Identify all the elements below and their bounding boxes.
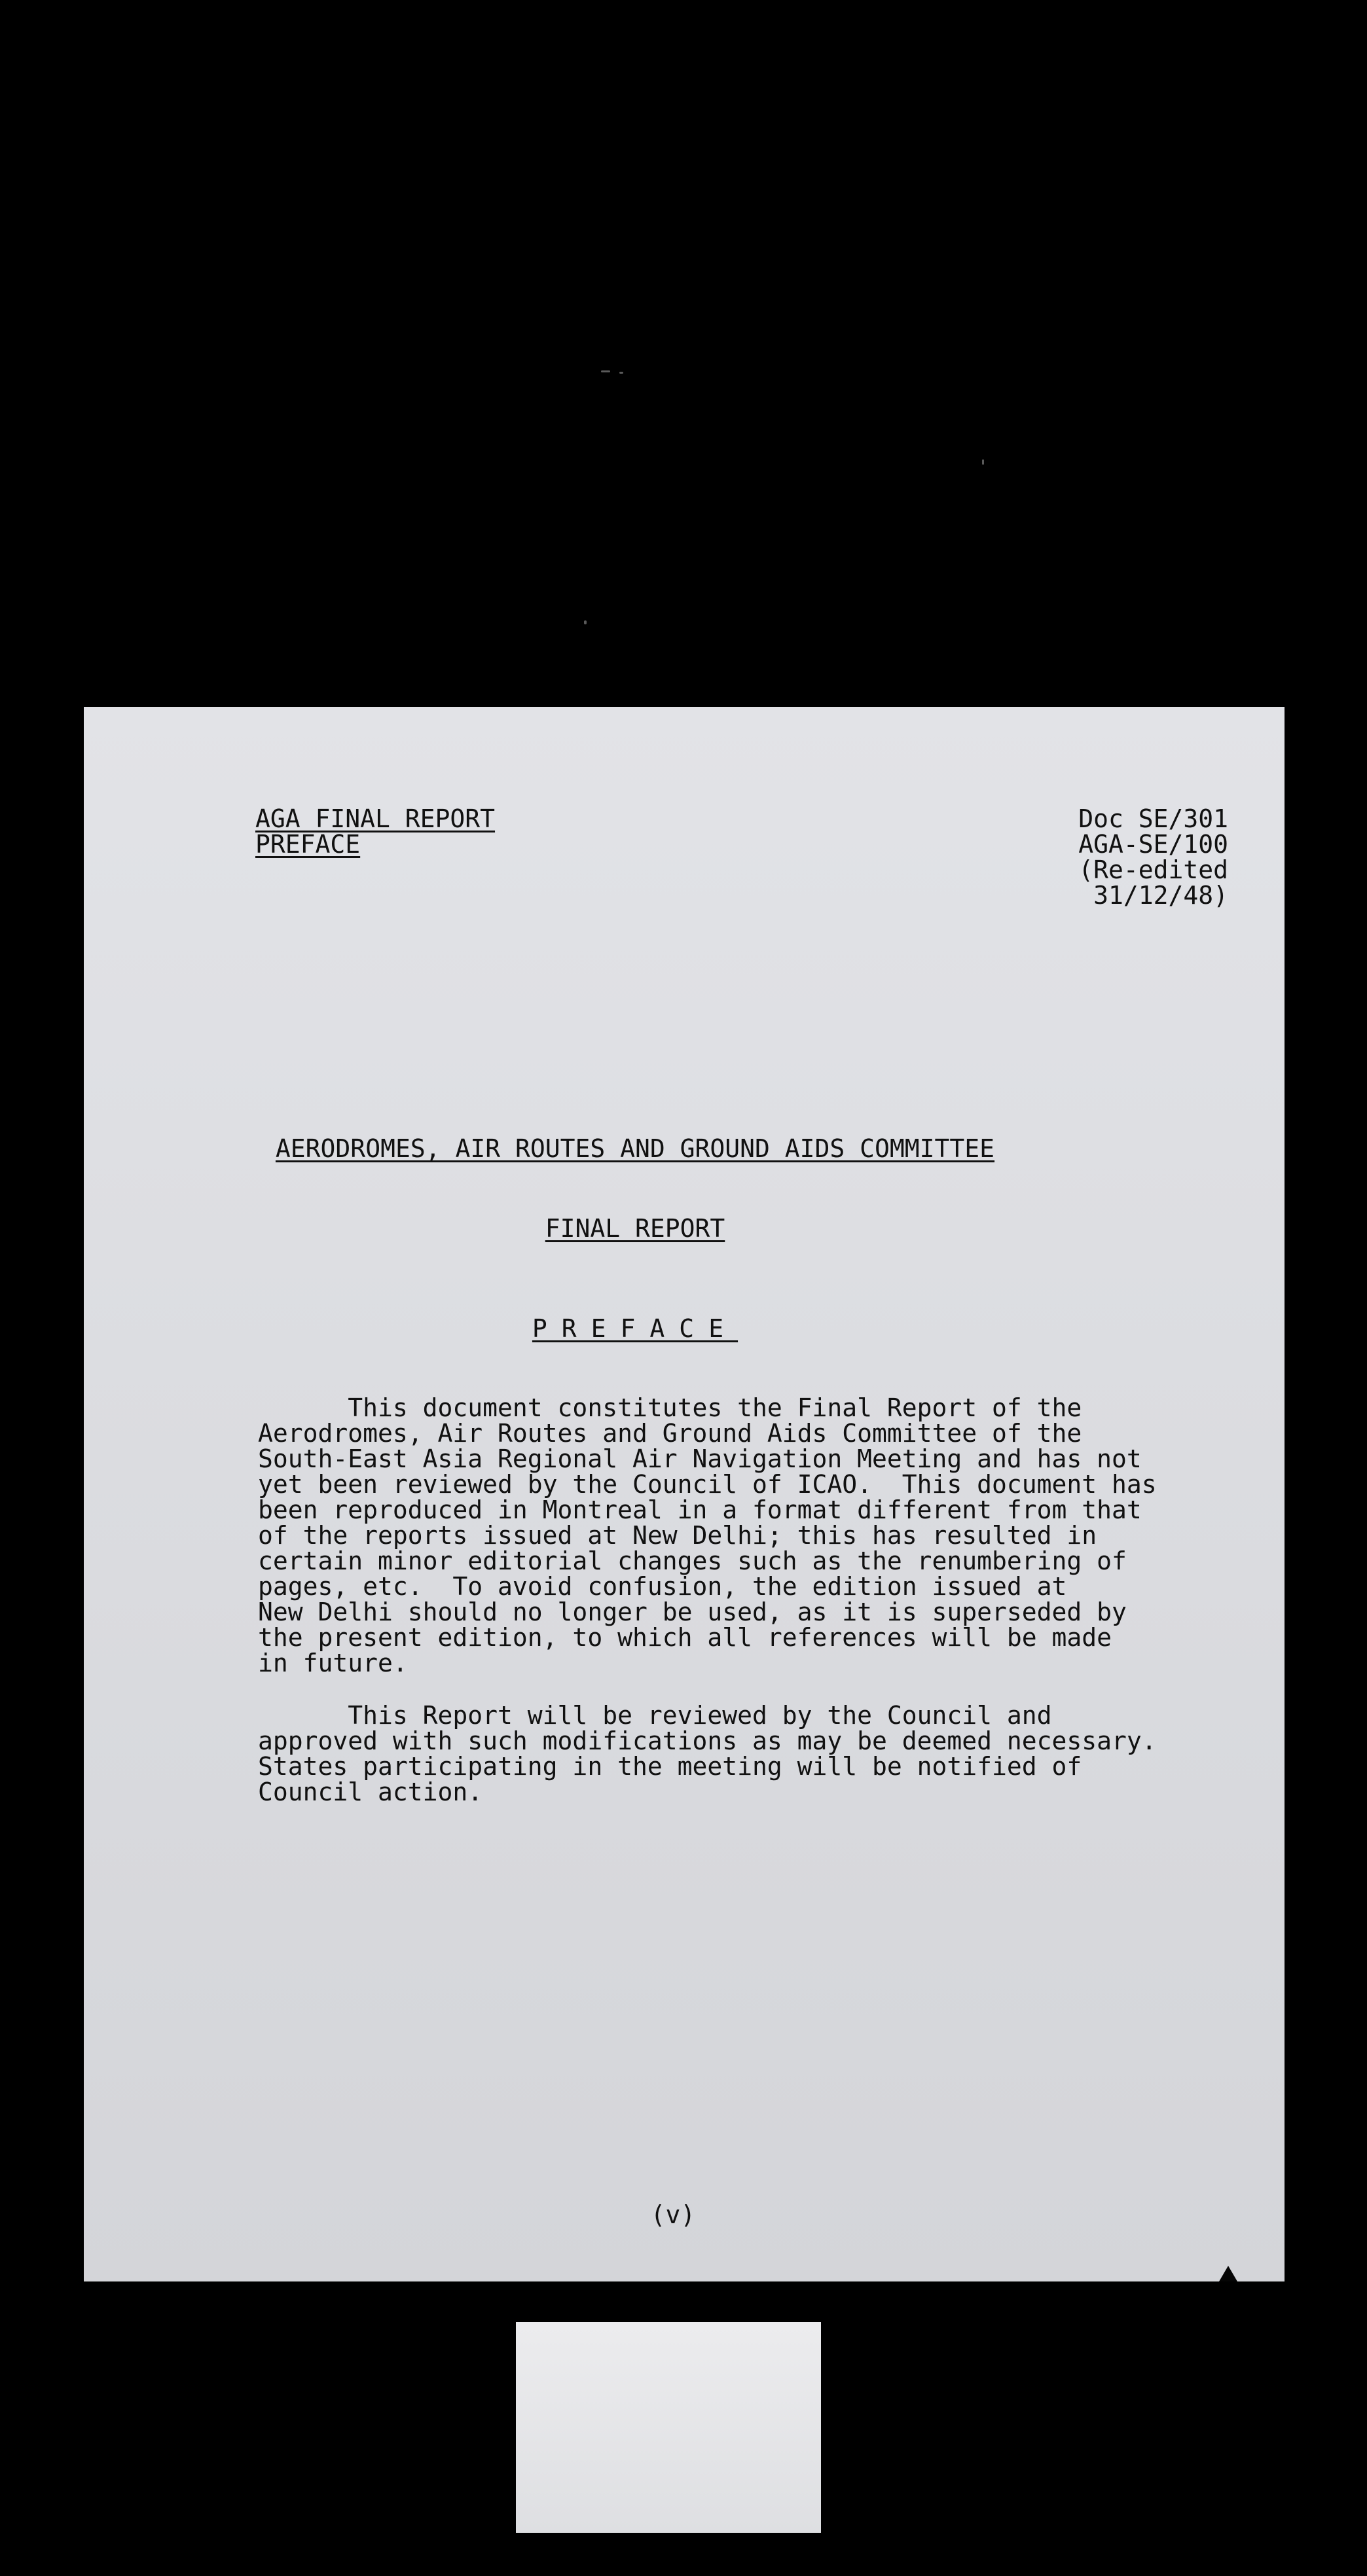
preface-title: PREFACE [532,1314,738,1343]
doc-number: Doc SE/301 [1078,804,1228,833]
aga-number: AGA-SE/100 [1078,830,1228,859]
report-title: FINAL REPORT [545,1214,725,1243]
paragraph-line: in future. [258,1649,408,1677]
paragraph-line: yet been reviewed by the Council of ICAO. This document has [258,1470,1157,1499]
paragraph-1 [258,1395,1279,1676]
paragraph-2 [258,1703,1279,1805]
paragraph-line: certain minor editorial changes such as the renumbering of [258,1547,1127,1575]
paragraph-line: Council action. [258,1778,483,1806]
header-left [255,806,495,857]
paragraph-line: States participating in the meeting will be notified of [258,1752,1082,1781]
header-left-line: AGA FINAL REPORT [255,804,496,833]
paragraph-line: approved with such modifications as may be deemed necessary. [258,1726,1157,1755]
paragraph-line: South-East Asia Regional Air Navigation Meeting and has not [258,1444,1142,1473]
re-edited-label: (Re-edited [1078,855,1228,884]
blank-target-card [516,2322,821,2533]
committee-title: AERODROMES, AIR ROUTES AND GROUND AIDS COMMITTEE [275,1134,995,1163]
film-speck [619,372,623,374]
paragraph-line: New Delhi should no longer be used, as it is superseded by [258,1598,1127,1626]
paragraph-line: pages, etc. To avoid confusion, the edition issued at [258,1572,1067,1601]
page-number: (v) [650,2200,696,2229]
document-reference [1078,806,1228,908]
paragraph-line: of the reports issued at New Delhi; this has resulted in [258,1521,1097,1550]
header-left-line: PREFACE [255,830,361,859]
paragraph-line: the present edition, to which all references will be made [258,1623,1112,1652]
document-page [84,707,1285,2281]
film-speck [982,459,984,465]
paragraph-line: Aerodromes, Air Routes and Ground Aids Committee of the [258,1419,1082,1448]
paragraph-line: been reproduced in Montreal in a format different from that [258,1495,1142,1524]
film-speck [601,370,610,372]
paragraph-line: This Report will be reviewed by the Council and [258,1701,1052,1730]
paragraph-line: This document constitutes the Final Report of the [258,1393,1082,1422]
film-speck [584,620,587,624]
triangle-icon [1219,2266,1237,2281]
re-edited-date: 31/12/48) [1078,881,1228,910]
